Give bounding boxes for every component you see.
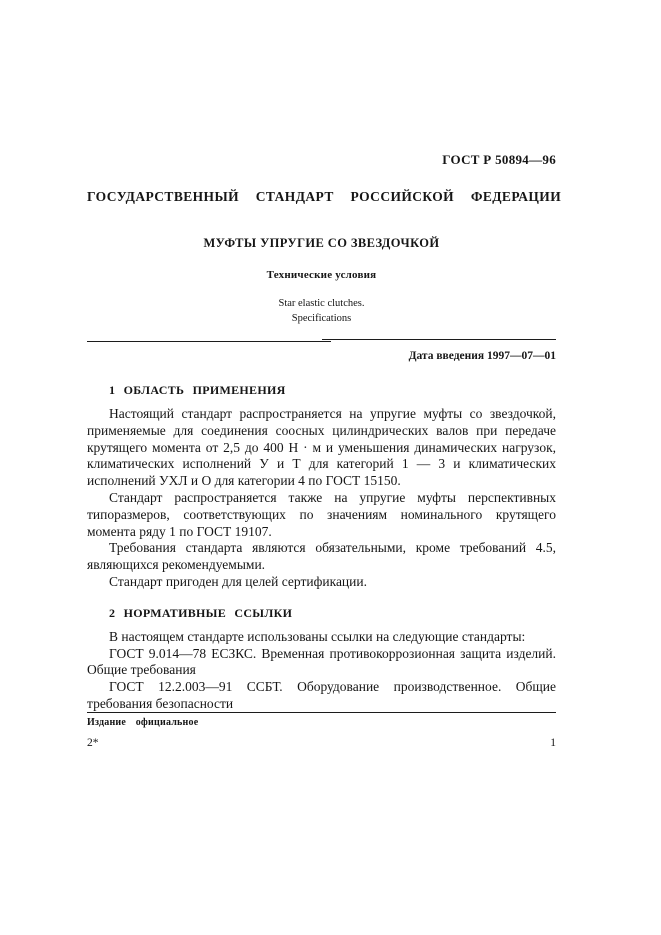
section-2-heading: 2 НОРМАТИВНЫЕ ССЫЛКИ — [109, 605, 293, 620]
english-title-line-2: Specifications — [291, 313, 352, 324]
document-title: МУФТЫ УПРУГИЕ СО ЗВЕЗДОЧКОЙ — [203, 236, 440, 250]
effective-date: Дата введения 1997—07—01 — [408, 350, 556, 362]
paragraph: ГОСТ 12.2.003—91 ССБТ. Оборудование производственное. Общие требования безопасности — [87, 679, 556, 711]
page-number: 1 — [550, 737, 556, 749]
english-title-line-1: Star elastic clutches. — [278, 298, 365, 309]
paragraph: Стандарт пригоден для целей сертификации. — [109, 573, 367, 589]
paragraph: Стандарт распространяется также на упругие муфты перспективных типоразмеров, соответствующих по значениям номинального крутящего момента ряду 1 по ГОСТ 19107. — [87, 489, 556, 539]
section-normative-references — [87, 606, 556, 713]
signature-mark: 2* — [87, 737, 99, 749]
doc-number: ГОСТ Р 50894—96 — [442, 152, 556, 167]
page-footer — [87, 712, 556, 749]
edition-note: Издание официальное — [87, 717, 199, 728]
footer-row — [87, 737, 556, 749]
rule-segment-right — [322, 339, 557, 340]
rule-segment-left — [87, 341, 331, 342]
footer-rule — [87, 712, 556, 713]
horizontal-rule — [87, 339, 556, 343]
paragraph: ГОСТ 9.014—78 ЕСЗКС. Временная противокоррозионная защита изделий. Общие требования — [87, 645, 556, 678]
section-scope — [87, 383, 556, 591]
page-content — [87, 152, 562, 713]
document-subtitle: Технические условия — [266, 269, 377, 281]
paragraph: В настоящем стандарте использованы ссылки на следующие стандарты: — [109, 628, 526, 644]
standard-federation-header: ГОСУДАРСТВЕННЫЙ СТАНДАРТ РОССИЙСКОЙ ФЕДЕРАЦИИ — [87, 189, 562, 204]
paragraph: Требования стандарта являются обязательными, кроме требований 4.5, являющихся рекомендуемыми. — [87, 540, 556, 573]
paragraph: Настоящий стандарт распространяется на упругие муфты со звездочкой, применяемые для соединения соосных цилиндрических валов при передаче крутящего момента от 2,5 до 400 Н · м и уменьшения динамических нагрузок, климатических исполнений У и Т для категорий 1 — 3 и климатических исполнений УХЛ и О для категории 4 по ГОСТ 15150. — [87, 406, 556, 489]
section-1-heading: 1 ОБЛАСТЬ ПРИМЕНЕНИЯ — [109, 383, 286, 397]
